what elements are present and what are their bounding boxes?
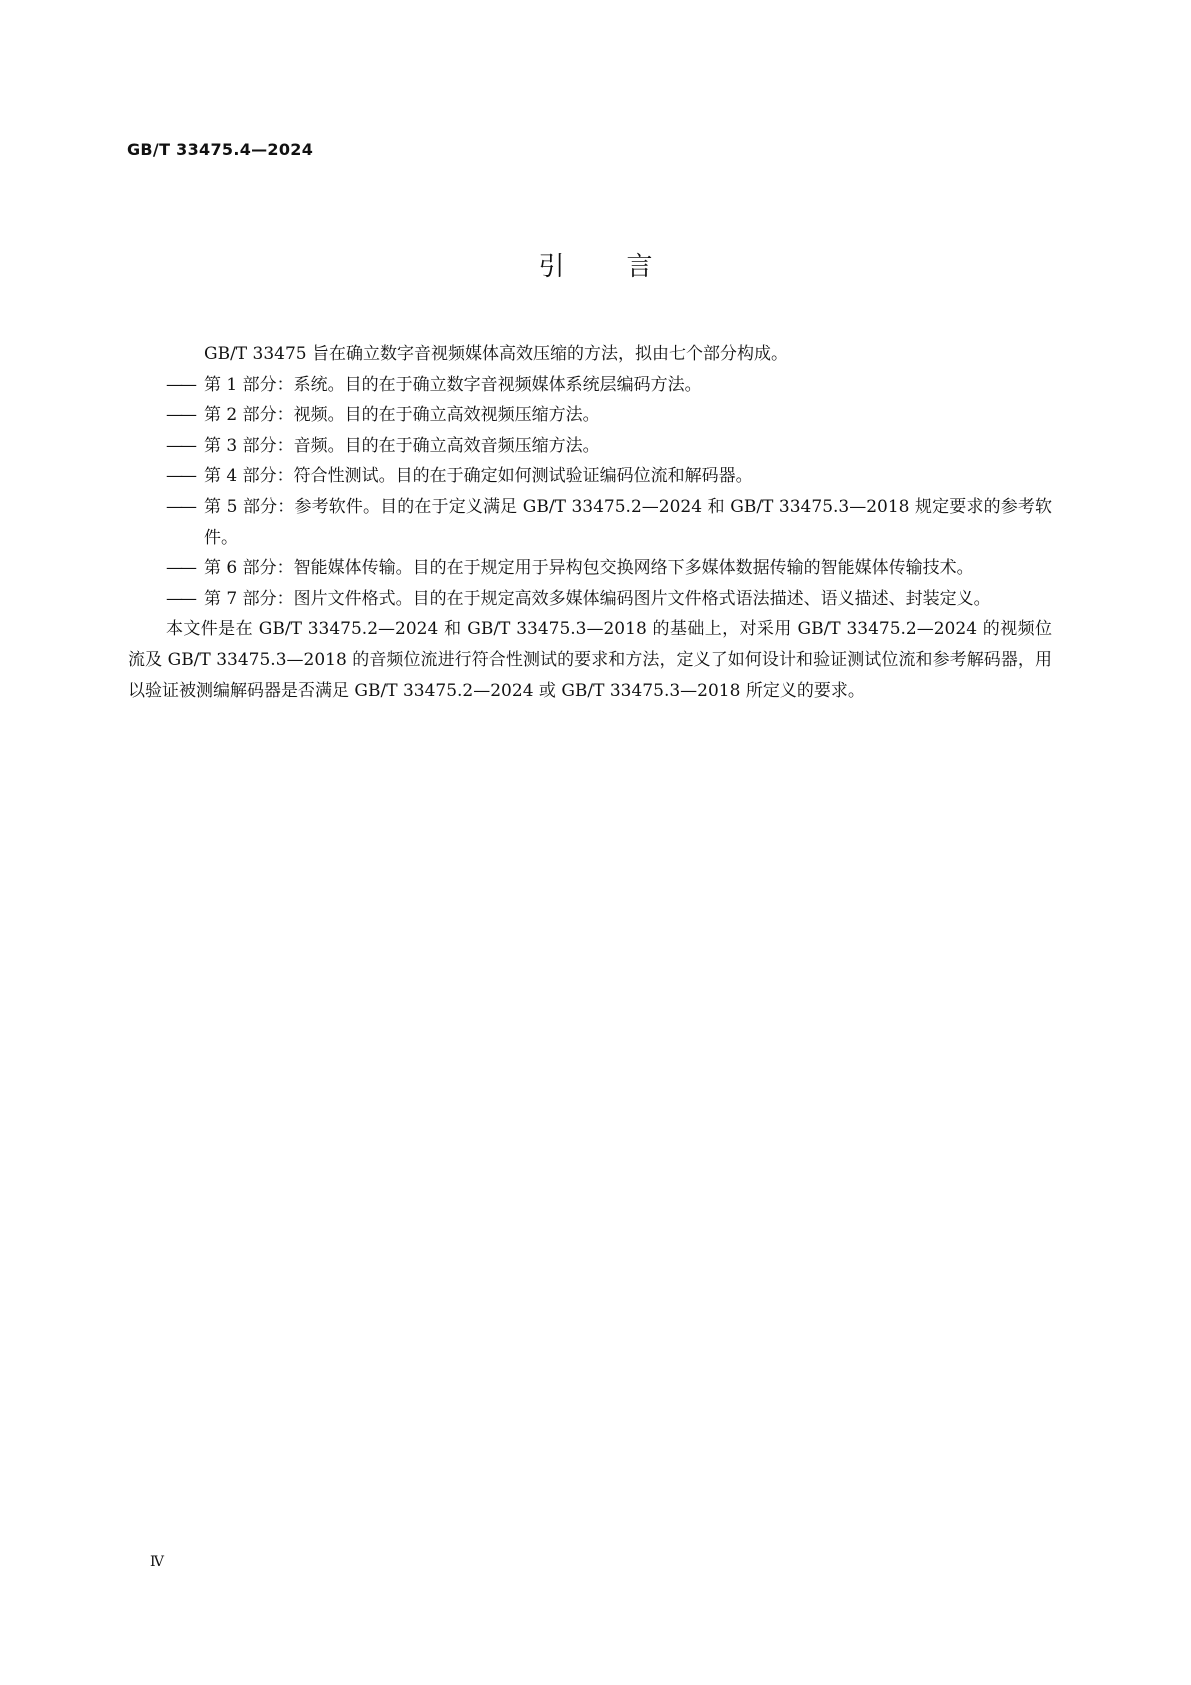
list-dash: —— [166, 374, 194, 395]
list-dash: —— [166, 496, 194, 517]
list-item [166, 370, 1052, 401]
part-3-text: 第 3 部分：音频。目的在于确立高效音频压缩方法。 [204, 435, 600, 456]
part-5-text: 第 5 部分：参考软件。目的在于定义满足 GB/T 33475.2—2024 和 GB/T 33475.3—2018 规定要求的参考软件。 [204, 496, 1052, 548]
page-title: 引言 [538, 252, 715, 282]
list-item [166, 400, 1052, 431]
list-item [166, 461, 1052, 492]
list-item [166, 584, 1052, 615]
part-6-text: 第 6 部分：智能媒体传输。目的在于规定用于异构包交换网络下多媒体数据传输的智能媒体传输技术。 [204, 558, 974, 579]
intro-paragraph: GB/T 33475 旨在确立数字音视频媒体高效压缩的方法，拟由七个部分构成。 [204, 344, 789, 364]
list-dash: —— [166, 405, 194, 426]
list-item [166, 492, 1052, 553]
list-item [166, 431, 1052, 462]
list-dash: —— [166, 466, 194, 487]
part-4-text: 第 4 部分：符合性测试。目的在于确定如何测试验证编码位流和解码器。 [204, 466, 753, 487]
list-dash: —— [166, 435, 194, 456]
document-id: GB/T 33475.4—2024 [127, 140, 314, 159]
part-1-text: 第 1 部分：系统。目的在于确立数字音视频媒体系统层编码方法。 [204, 374, 702, 395]
part-7-text: 第 7 部分：图片文件格式。目的在于规定高效多媒体编码图片文件格式语法描述、语义描述、封装定义。 [204, 588, 991, 609]
list-dash: —— [166, 588, 194, 609]
part-2-text: 第 2 部分：视频。目的在于确立高效视频压缩方法。 [204, 405, 600, 426]
introduction-body [128, 339, 1052, 706]
scope-paragraph: 本文件是在 GB/T 33475.2—2024 和 GB/T 33475.3—2018 的基础上，对采用 GB/T 33475.2—2024 的视频位流及 GB/T 33475.3—2018 的音频位流进行符合性测试的要求和方法，定义了如何设计和验证测试位流和参考解码器，用以验证被测编解码器是否满足 GB/T 33475.2—2024 或 GB/T 33475.3—2018 所定义的要求。 [128, 619, 1052, 701]
page-number: Ⅳ [150, 1554, 164, 1570]
list-dash: —— [166, 558, 194, 579]
list-item [166, 553, 1052, 584]
